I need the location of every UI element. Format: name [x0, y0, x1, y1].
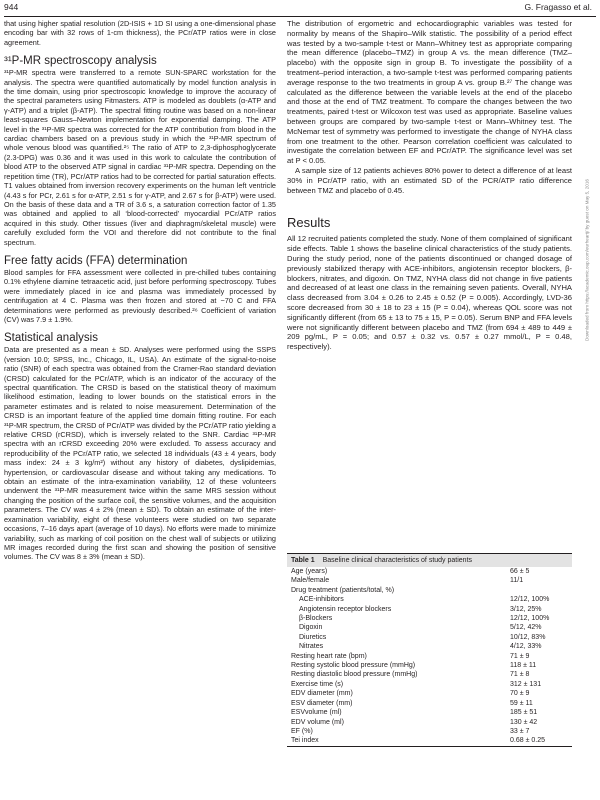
- row-label: ESVvolume (ml): [291, 709, 342, 717]
- page-header: [0, 2, 600, 16]
- row-value: 185 ± 51: [510, 709, 538, 717]
- row-value: 10/12, 83%: [510, 633, 546, 641]
- table-row: [287, 652, 572, 661]
- row-value: 312 ± 131: [510, 680, 542, 688]
- paragraph: Blood samples for FFA assessment were collected in pre-chilled tubes containing 0.1% ethylene diamine tetraacetic acid, just before performing spectroscopy. Tubes were immediately placed in ice and plasma was immediately processed by centrifugation at 4 C. Plasma was then frozen and stored at −70 C and FFA determinations were performed as previously described.²⁶ Coefficient of variation (CV) was 7.9 ± 1.9%.: [4, 267, 276, 324]
- row-value: 12/12, 100%: [510, 596, 550, 604]
- paragraph: All 12 recruited patients completed the study. None of them complained of significant side effects. Table 1 shows the baseline clinical characteristics of the study patients. During the study period, none of the patients discontinued or changed dosage of previously stabilized therapy with ACE-inhibitors, angiotensin receptor blockers, β-blockers, nitrates, and digoxin. On TMZ, NYHA class did not change in five patients and decreased of at least one class in the remaining seven patients. Overall, NYHA class decreased from 3.04 ± 0.26 to 2.45 ± 0.52 (P = 0.005). Accordingly, LVD-36 score decreased from 30 ± 18 to 23 ± 15 (P = 0.04), whereas QOL score was not significantly different (from 65 ± 13 to 75 ± 15, P = 0.05). Serum BNP and FFA levels were not significantly different between placebo and TMZ (from 694 ± 489 to 449 ± 209 pg/mL, P = 0.05; and 0.57 ± 0.32 vs. 0.57 ± 0.27 mmol/L, P = 0.48, respectively).: [287, 234, 572, 352]
- section-heading: Statistical analysis: [4, 332, 98, 345]
- row-value: 3/12, 25%: [510, 605, 542, 613]
- row-label: Nitrates: [299, 643, 324, 651]
- right-column: [287, 19, 572, 352]
- row-value: 33 ± 7: [510, 727, 530, 735]
- paragraph: A sample size of 12 patients achieves 80% power to detect a difference of at least 30% in PCr/ATP ratio, with an estimated SD of the PCR/ATP ratio difference between TMZ and placebo of 0.45.: [287, 165, 572, 195]
- row-label: Resting systolic blood pressure (mmHg): [291, 662, 416, 670]
- row-value: 5/12, 42%: [510, 624, 542, 632]
- section-heading: ³¹P-MR spectroscopy analysis: [4, 55, 157, 68]
- download-watermark: [582, 179, 592, 341]
- row-label: Digoxin: [299, 624, 323, 632]
- watermark-text: Downloaded from https://academic.oup.com/eurheartj/ by guest on May 5, 2016: [584, 179, 590, 341]
- row-label: Resting heart rate (bpm): [291, 652, 367, 660]
- paragraph: that using higher spatial resolution (2D-ISIS + 1D SI using a one-dimensional phase encoding bar with 32 rows of 1-cm thickness), the PCr/ATP ratios were in close agreement.: [4, 19, 276, 47]
- table-row: [287, 670, 572, 679]
- row-value: [506, 586, 572, 595]
- row-label: Resting diastolic blood pressure (mmHg): [291, 671, 418, 679]
- row-label: β-Blockers: [299, 615, 333, 623]
- row-label: EDV volume (ml): [291, 718, 344, 726]
- row-value: 4/12, 33%: [510, 643, 542, 651]
- row-value: 12/12, 100%: [510, 615, 550, 623]
- row-label: ACE-inhibitors: [299, 596, 344, 604]
- row-label: Tei index: [287, 736, 506, 746]
- table-row: [287, 718, 572, 727]
- table-row: [287, 595, 572, 604]
- header-rule: [4, 16, 596, 17]
- table-1: [287, 553, 572, 747]
- table-row: [287, 623, 572, 632]
- table-row: [287, 727, 572, 736]
- row-label: EDV diameter (mm): [291, 690, 353, 698]
- table-row: [287, 633, 572, 642]
- table-row: [287, 567, 572, 576]
- row-value: 118 ± 11: [510, 662, 537, 670]
- row-label: Drug treatment (patients/total, %): [291, 586, 395, 594]
- table-title: Baseline clinical characteristics of study patients: [322, 557, 473, 564]
- paragraph: ³¹P-MR spectra were transferred to a remote SUN-SPARC workstation for the analysis. The spectra were quantified automatically by model function analysis in the time domain, using prior spectroscopic knowledge to improve the accuracy of the spectral parameters using Fitmasters. ATP is modeled as doublets (α-ATP and γ-ATP) and a triplet (β-ATP). The spectral fitting routine was based on a non-linear least-squares Gauss–Newton implementation for exponential damping. The ATP level in the ³¹P-MR spectra was corrected for the ATP contribution from blood in the cardiac chambers based on a previous study in which the ³¹P-MR spectrum of whole venous blood was quantified.²⁵ The ratio of ATP to 2,3-diphosphoglycerate (2.3-DPG) was 0.36 and it was used in this work to calculate the contribution of blood ATP to the observed ATP signal in cardiac ³¹P-MR spectra. Depending on the repetition time (TR), PCr/ATP ratios had to be corrected for partial saturation effects. T1 values obtained from inversion recovery experiments on the human left ventricle (4.43 s for PCr, 2.61 s for α-ATP, 2.51 s for γ-ATP, and 2.67 s for β-ATP) were used. On the basis of these data and a TR of 3.6 s, a saturation correction factor of 1.35 was obtained and applied to all ‘blood-corrected’ myocardial PCr/ATP ratios acquired in this study. Other tissues (liver and diaphragm/skeletal muscle) were carefully excluded form the VOI and therefore did not contribute to the final spectrum.: [4, 68, 276, 247]
- row-label: EF (%): [291, 727, 313, 735]
- row-value: 130 ± 42: [510, 718, 538, 726]
- paragraph: The distribution of ergometric and echocardiographic variables was tested for normality by means of the Shapiro–Wilk statistic. The possibility of a period effect was tested by a two-sample t-test or Mann–Whitney test as appropriate comparing the mean difference (placebo–TMZ) in group A vs. the mean difference (TMZ–placebo) with the opposite sign in group B. To investigate the possibility of a treatment–period interaction, a two-sample t-test was performed comparing patients average response to the two treatments in group A vs. group B.²⁷ The change was calculated as the difference between the variable levels at the end of the placebo and those at the end of TMZ treatment. To compare the changes between the two treatments, paired t-test or Wilcoxon test was used as appropriate. Baseline values between groups are compared by two-sample t-test or Mann–Whitney test. The McNemar test of symmetry was performed to investigate the change of NYHA class from one treatment to the other. Pearson correlation coefficient was calculated to investigate the correlation between EF and PCr/ATP. The significance level was set at P < 0.05.: [287, 19, 572, 166]
- row-value: 71 ± 8: [510, 671, 530, 679]
- row-label: Age (years): [291, 568, 328, 575]
- table-row: [287, 576, 572, 585]
- section-heading: Free fatty acids (FFA) determination: [4, 254, 188, 267]
- table-row: [287, 680, 572, 689]
- table-row: [287, 586, 572, 595]
- table-row: [287, 736, 572, 746]
- section-heading: Results: [287, 215, 331, 231]
- row-label: ESV diameter (mm): [291, 699, 353, 707]
- table-row: [287, 699, 572, 708]
- characteristics-table: [287, 567, 572, 747]
- row-label: Diuretics: [299, 633, 327, 641]
- row-label: Male/female: [291, 577, 330, 585]
- row-label: Exercise time (s): [291, 680, 344, 688]
- running-head: G. Fragasso et al.: [524, 2, 592, 12]
- row-value: 59 ± 11: [510, 699, 533, 707]
- row-value: 0.68 ± 0.25: [506, 736, 572, 746]
- table-row: [287, 614, 572, 623]
- table-label: Table 1: [291, 557, 315, 564]
- left-column: [4, 19, 276, 562]
- table-row: [287, 605, 572, 614]
- paragraph: Data are presented as a mean ± SD. Analyses were performed using the SSPS (version 10.0; SPSS, Inc., Chicago, IL, USA). An estimate of the signal-to-noise ratio (SNR) of each spectra was obtained from the Cramer-Rao standard deviation (CRSD) calculated for the PCr/ATP, which is an indicator of the accuracy of the spectral quantification. The CRSD is based on the statistical theory of maximum likelihood estimation, leading to lower bounds on the statistical errors in the parameter estimates and is related to noise measurement. Determination of the CRSD is an important feature of the applied time domain fitting routine. For each ³¹P-MR spectrum, the CRSD of PCr/ATP was divided by the PCr/ATP ratio yielding a relative CRSD (rCRSD), which is inversely related to the SNR. Cardiac ³¹P-MR spectra with an rCRSD exceeding 20% were excluded. To assess accuracy and reproducibility of the PCr/ATP ratio, we selected 18 individuals (43 ± 4 years, body mass index: 24 ± 3 kg/m²) without any history of diabetes, dyslipidemias, hypertension, or cardiovascular disease and without taking any medications. To obtain an estimate of the intra-examination variability, 12 of these volunteers underwent the ³¹P-MR measurement twice within the same MRS session without changing the position of the surface coil, the sensitive volumes, and the acquisition parameters. The CV was 4 ± 2% (mean ± SD). To obtain an estimate of the inter-examination variability, eight of these volunteers were studied on two separate occasions, 7–16 days apart (average of 10 days). No efforts were made to minimize variability, such as marking of coil position on the chest wall of subjects or utilizing MR images recorded during the first scan and showing the position of sensitive volumes. The CV was 8 ± 3% (mean ± SD).: [4, 345, 276, 562]
- table-row: [287, 689, 572, 698]
- row-value: 71 ± 9: [510, 652, 530, 660]
- table-caption: [287, 553, 572, 567]
- table-row: [287, 661, 572, 670]
- row-value: 66 ± 5: [510, 568, 530, 575]
- row-value: 70 ± 9: [510, 690, 530, 698]
- row-value: 11/1: [510, 577, 524, 585]
- table-row: [287, 708, 572, 717]
- table-row: [287, 642, 572, 651]
- page-number: 944: [4, 2, 19, 12]
- row-label: Angiotensin receptor blockers: [299, 605, 392, 613]
